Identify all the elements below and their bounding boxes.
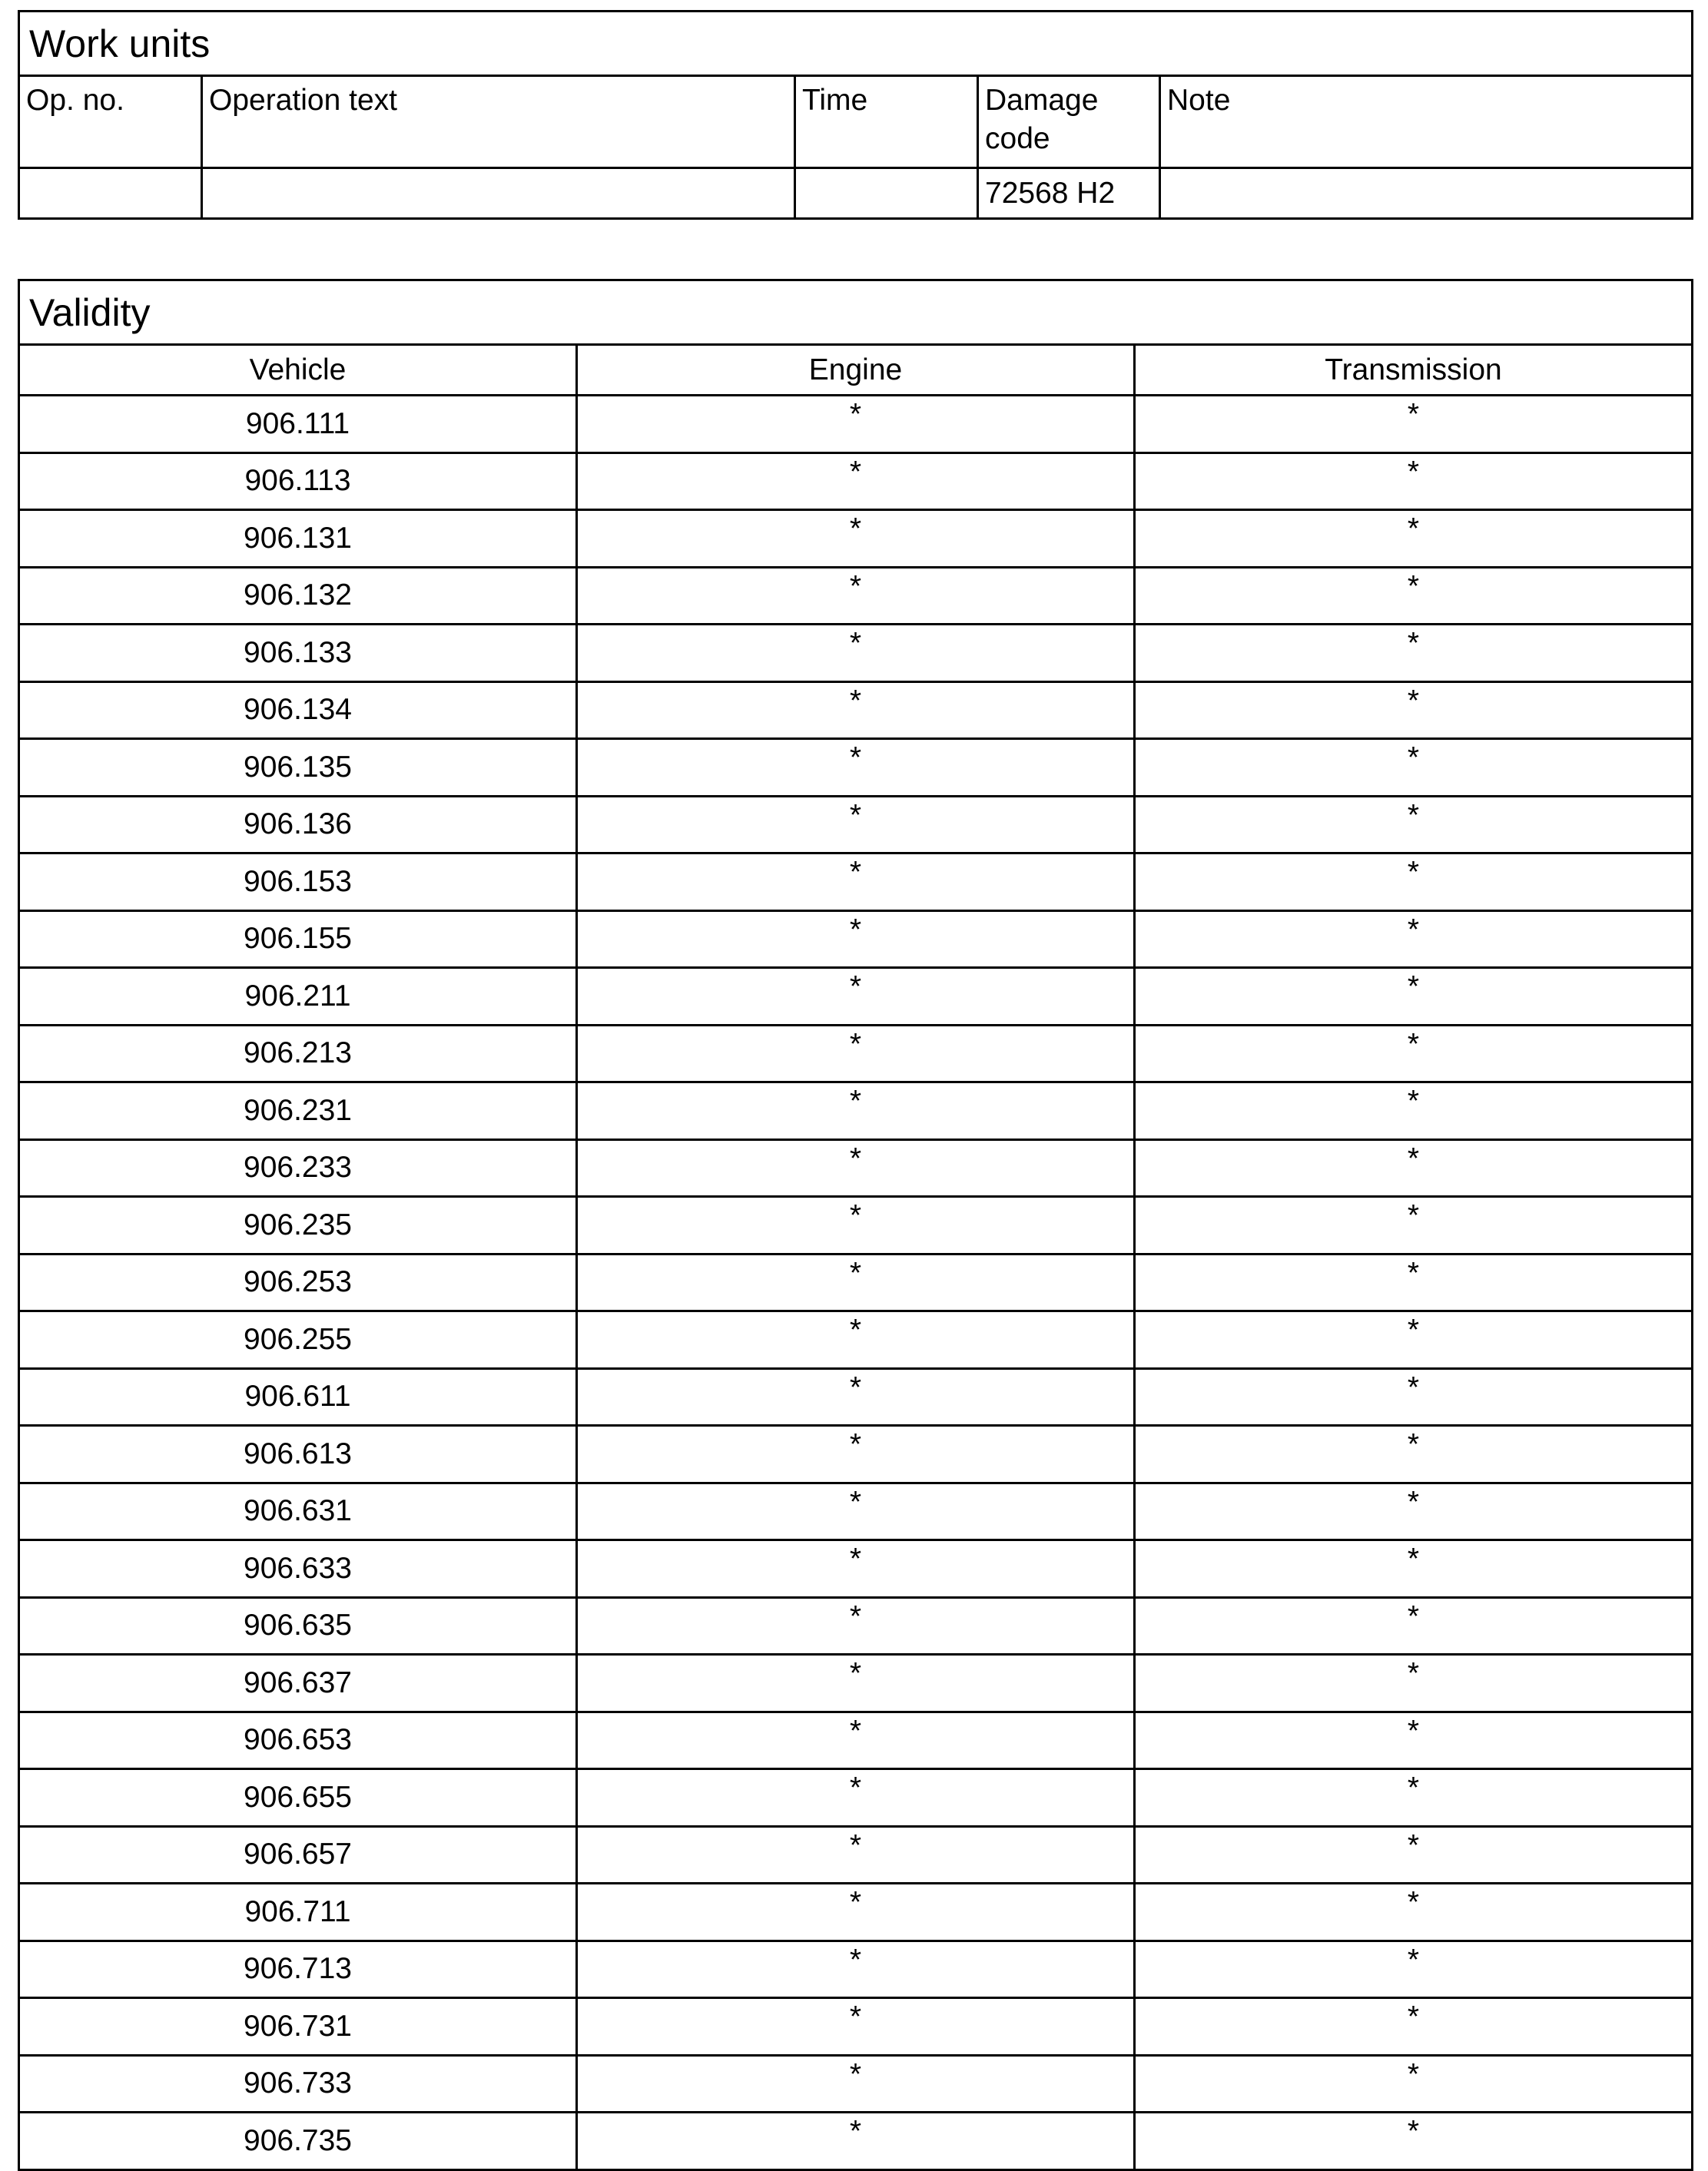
validity-row (19, 510, 1693, 568)
engine-cell: * (577, 1368, 1135, 1426)
validity-rows (19, 396, 1693, 2170)
transmission-cell: * (1135, 2055, 1693, 2113)
engine-cell: * (577, 1712, 1135, 1769)
engine-cell: * (577, 1884, 1135, 1941)
vehicle-cell: 906.235 (19, 1197, 577, 1255)
transmission-cell: * (1135, 2113, 1693, 2170)
transmission-cell: * (1135, 1197, 1693, 1255)
transmission-cell: * (1135, 510, 1693, 568)
validity-row (19, 452, 1693, 510)
transmission-cell: * (1135, 1884, 1693, 1941)
validity-row (19, 1311, 1693, 1369)
transmission-cell: * (1135, 567, 1693, 625)
engine-cell: * (577, 567, 1135, 625)
transmission-cell: * (1135, 396, 1693, 453)
transmission-cell: * (1135, 681, 1693, 739)
transmission-cell: * (1135, 1826, 1693, 1884)
validity-row (19, 396, 1693, 453)
validity-row (19, 1368, 1693, 1426)
engine-cell: * (577, 1540, 1135, 1598)
note-cell (1160, 168, 1693, 219)
engine-cell: * (577, 1426, 1135, 1483)
vehicle-cell: 906.211 (19, 968, 577, 1026)
vehicle-cell: 906.134 (19, 681, 577, 739)
engine-cell: * (577, 739, 1135, 797)
engine-cell: * (577, 1998, 1135, 2056)
work-units-table (18, 10, 1693, 220)
engine-cell: * (577, 1826, 1135, 1884)
validity-row (19, 1540, 1693, 1598)
validity-row (19, 1712, 1693, 1769)
vehicle-cell: 906.733 (19, 2055, 577, 2113)
validity-row (19, 681, 1693, 739)
vehicle-cell: 906.631 (19, 1483, 577, 1540)
vehicle-cell: 906.135 (19, 739, 577, 797)
work-units-header-row (19, 76, 1693, 168)
validity-row (19, 1769, 1693, 1827)
work-units-row (19, 168, 1693, 219)
transmission-cell: * (1135, 1998, 1693, 2056)
transmission-cell: * (1135, 1254, 1693, 1311)
transmission-cell: * (1135, 1769, 1693, 1827)
operation-text-header: Operation text (202, 76, 795, 168)
engine-cell: * (577, 1025, 1135, 1082)
vehicle-cell: 906.635 (19, 1597, 577, 1655)
engine-header: Engine (577, 345, 1135, 396)
transmission-cell: * (1135, 739, 1693, 797)
transmission-cell: * (1135, 1025, 1693, 1082)
transmission-cell: * (1135, 1082, 1693, 1140)
vehicle-cell: 906.613 (19, 1426, 577, 1483)
vehicle-cell: 906.155 (19, 910, 577, 968)
vehicle-cell: 906.637 (19, 1655, 577, 1712)
validity-row (19, 1941, 1693, 1998)
damage-code-cell: 72568 H2 (978, 168, 1160, 219)
vehicle-cell: 906.111 (19, 396, 577, 453)
validity-row (19, 853, 1693, 911)
validity-row (19, 1426, 1693, 1483)
vehicle-cell: 906.713 (19, 1941, 577, 1998)
engine-cell: * (577, 1941, 1135, 1998)
validity-row (19, 2113, 1693, 2170)
vehicle-cell: 906.611 (19, 1368, 577, 1426)
transmission-cell: * (1135, 853, 1693, 911)
engine-cell: * (577, 2055, 1135, 2113)
engine-cell: * (577, 452, 1135, 510)
engine-cell: * (577, 2113, 1135, 2170)
engine-cell: * (577, 796, 1135, 853)
vehicle-cell: 906.153 (19, 853, 577, 911)
vehicle-cell: 906.253 (19, 1254, 577, 1311)
op-no-cell (19, 168, 202, 219)
transmission-cell: * (1135, 625, 1693, 682)
validity-row (19, 1483, 1693, 1540)
vehicle-header: Vehicle (19, 345, 577, 396)
engine-cell: * (577, 1769, 1135, 1827)
validity-row (19, 968, 1693, 1026)
validity-row (19, 1998, 1693, 2056)
validity-row (19, 1826, 1693, 1884)
transmission-cell: * (1135, 910, 1693, 968)
validity-row (19, 1655, 1693, 1712)
vehicle-cell: 906.731 (19, 1998, 577, 2056)
op-no-header: Op. no. (19, 76, 202, 168)
validity-row (19, 1884, 1693, 1941)
operation-text-cell (202, 168, 795, 219)
time-cell (795, 168, 978, 219)
vehicle-cell: 906.233 (19, 1139, 577, 1197)
validity-row (19, 1254, 1693, 1311)
engine-cell: * (577, 1254, 1135, 1311)
transmission-cell: * (1135, 1655, 1693, 1712)
work-units-title: Work units (19, 12, 1693, 76)
transmission-cell: * (1135, 1311, 1693, 1369)
transmission-cell: * (1135, 1941, 1693, 1998)
engine-cell: * (577, 1597, 1135, 1655)
engine-cell: * (577, 1082, 1135, 1140)
transmission-cell: * (1135, 796, 1693, 853)
damage-code-header: Damage code (978, 76, 1160, 168)
transmission-cell: * (1135, 1540, 1693, 1598)
validity-row (19, 796, 1693, 853)
validity-header-row (19, 345, 1693, 396)
vehicle-cell: 906.653 (19, 1712, 577, 1769)
engine-cell: * (577, 510, 1135, 568)
transmission-cell: * (1135, 1139, 1693, 1197)
validity-row (19, 1139, 1693, 1197)
vehicle-cell: 906.213 (19, 1025, 577, 1082)
validity-row (19, 2055, 1693, 2113)
transmission-cell: * (1135, 1483, 1693, 1540)
engine-cell: * (577, 625, 1135, 682)
vehicle-cell: 906.113 (19, 452, 577, 510)
engine-cell: * (577, 1139, 1135, 1197)
engine-cell: * (577, 681, 1135, 739)
transmission-cell: * (1135, 1597, 1693, 1655)
vehicle-cell: 906.711 (19, 1884, 577, 1941)
vehicle-cell: 906.655 (19, 1769, 577, 1827)
transmission-cell: * (1135, 1426, 1693, 1483)
validity-row (19, 625, 1693, 682)
vehicle-cell: 906.136 (19, 796, 577, 853)
validity-row (19, 1082, 1693, 1140)
transmission-cell: * (1135, 1368, 1693, 1426)
engine-cell: * (577, 396, 1135, 453)
validity-row (19, 739, 1693, 797)
validity-row (19, 910, 1693, 968)
validity-row (19, 567, 1693, 625)
vehicle-cell: 906.633 (19, 1540, 577, 1598)
engine-cell: * (577, 853, 1135, 911)
vehicle-cell: 906.657 (19, 1826, 577, 1884)
time-header: Time (795, 76, 978, 168)
transmission-cell: * (1135, 1712, 1693, 1769)
vehicle-cell: 906.231 (19, 1082, 577, 1140)
engine-cell: * (577, 910, 1135, 968)
vehicle-cell: 906.735 (19, 2113, 577, 2170)
engine-cell: * (577, 1483, 1135, 1540)
vehicle-cell: 906.133 (19, 625, 577, 682)
transmission-header: Transmission (1135, 345, 1693, 396)
note-header: Note (1160, 76, 1693, 168)
validity-row (19, 1197, 1693, 1255)
validity-row (19, 1025, 1693, 1082)
engine-cell: * (577, 968, 1135, 1026)
engine-cell: * (577, 1655, 1135, 1712)
engine-cell: * (577, 1311, 1135, 1369)
vehicle-cell: 906.132 (19, 567, 577, 625)
vehicle-cell: 906.255 (19, 1311, 577, 1369)
validity-table (18, 279, 1693, 2171)
vehicle-cell: 906.131 (19, 510, 577, 568)
validity-title: Validity (19, 280, 1693, 345)
engine-cell: * (577, 1197, 1135, 1255)
transmission-cell: * (1135, 968, 1693, 1026)
transmission-cell: * (1135, 452, 1693, 510)
validity-row (19, 1597, 1693, 1655)
